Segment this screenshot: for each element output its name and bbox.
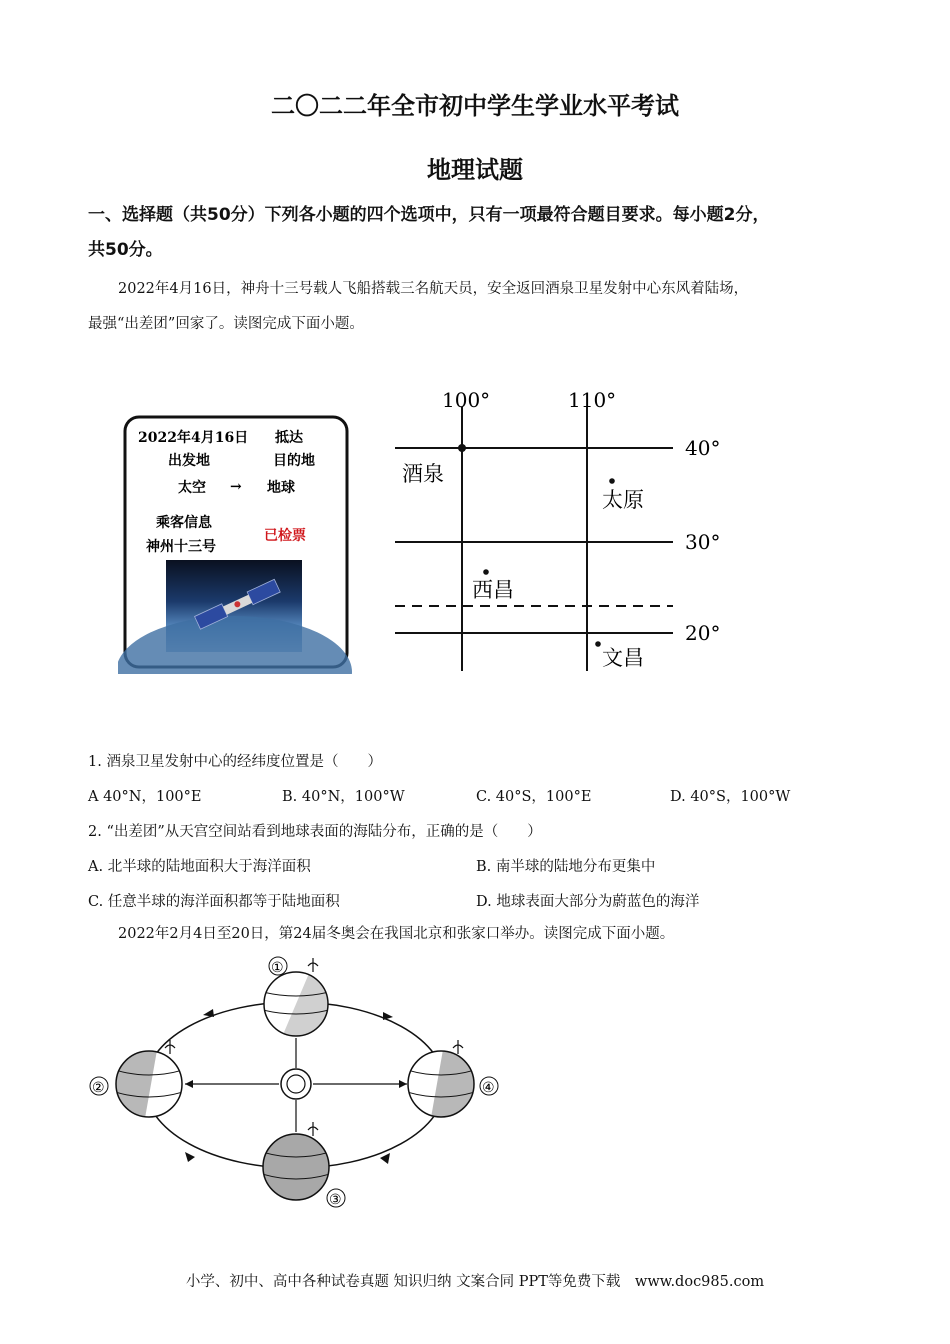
q2-option-d[interactable]: D. 地球表面大部分为蔚蓝色的海洋 bbox=[476, 894, 700, 910]
position-label-4: ④ bbox=[482, 1080, 495, 1096]
orbit-arrow bbox=[383, 1012, 393, 1020]
place-wenchang: 文昌 bbox=[602, 646, 644, 670]
q1-option-b[interactable]: B. 40°N，100°W bbox=[282, 789, 405, 805]
q1-stem: 1. 酒泉卫星发射中心的经纬度位置是（ ） bbox=[88, 754, 382, 770]
q2-option-b[interactable]: B. 南半球的陆地分布更集中 bbox=[476, 859, 656, 875]
lon-label-100: 100° bbox=[442, 388, 491, 412]
orbit-arrow bbox=[185, 1152, 195, 1162]
q1-option-c[interactable]: C. 40°S，100°E bbox=[476, 789, 592, 805]
ticket-destination-label: 目的地 bbox=[273, 453, 315, 469]
page-footer: 小学、初中、高中各种试卷真题 知识归纳 文案合同 PPT等免费下载 www.doc985.com bbox=[185, 1274, 765, 1290]
q1-option-a[interactable]: A 40°N，100°E bbox=[88, 789, 202, 805]
lat-label-30: 30° bbox=[685, 530, 721, 554]
lat-label-40: 40° bbox=[685, 436, 721, 460]
ticket-passenger-label: 乘客信息 bbox=[156, 515, 212, 531]
q2-stem: 2. “出差团”从天宫空间站看到地球表面的海陆分布，正确的是（ ） bbox=[88, 824, 542, 840]
q2-option-c[interactable]: C. 任意半球的海洋面积都等于陆地面积 bbox=[88, 894, 340, 910]
position-label-3: ③ bbox=[329, 1192, 342, 1208]
orbit-arrow bbox=[380, 1153, 390, 1164]
lat-label-20: 20° bbox=[685, 621, 721, 645]
wenchang-dot bbox=[595, 641, 601, 647]
ticket-status: 已检票 bbox=[264, 528, 306, 544]
lat-lon-grid-map bbox=[390, 385, 740, 685]
q1-option-d[interactable]: D. 40°S，100°W bbox=[670, 789, 791, 805]
ticket-figure bbox=[118, 410, 354, 674]
section-heading-line2: 共50分。 bbox=[88, 240, 163, 260]
ticket-departure-label: 出发地 bbox=[168, 453, 210, 469]
ticket-arrive-label: 抵达 bbox=[275, 430, 303, 446]
position-label-2: ② bbox=[92, 1080, 105, 1096]
taiyuan-dot bbox=[609, 478, 615, 484]
orbit-arrow bbox=[203, 1009, 214, 1017]
exam-title: 二〇二二年全市初中学生学业水平考试 bbox=[271, 92, 679, 120]
xichang-dot bbox=[483, 569, 489, 575]
position-label-1: ① bbox=[271, 960, 284, 976]
ticket-from: 太空 bbox=[178, 480, 206, 496]
earth-orbit-diagram bbox=[85, 952, 505, 1217]
section-heading-line1: 一、选择题（共50分）下列各小题的四个选项中，只有一项最符合题目要求。每小题2分， bbox=[88, 205, 770, 225]
q2-option-a[interactable]: A. 北半球的陆地面积大于海洋面积 bbox=[88, 859, 311, 875]
intro2-line1: 2022年2月4日至20日，第24届冬奥会在我国北京和张家口举办。读图完成下面小题。 bbox=[118, 926, 675, 942]
lon-label-110: 110° bbox=[568, 388, 617, 412]
ticket-passenger: 神州十三号 bbox=[146, 539, 216, 555]
place-xichang: 西昌 bbox=[472, 578, 514, 602]
exam-subtitle: 地理试题 bbox=[427, 156, 523, 184]
ticket-arrow: → bbox=[230, 479, 242, 495]
ticket-date: 2022年4月16日 bbox=[138, 430, 249, 446]
place-jiuquan: 酒泉 bbox=[402, 462, 444, 486]
place-taiyuan: 太原 bbox=[602, 488, 644, 512]
ticket-to: 地球 bbox=[267, 480, 295, 496]
intro1-line1: 2022年4月16日，神舟十三号载人飞船搭载三名航天员，安全返回酒泉卫星发射中心东风着陆场， bbox=[118, 281, 749, 297]
jiuquan-dot bbox=[458, 444, 466, 452]
intro1-line2: 最强“出差团”回家了。读图完成下面小题。 bbox=[88, 316, 364, 332]
